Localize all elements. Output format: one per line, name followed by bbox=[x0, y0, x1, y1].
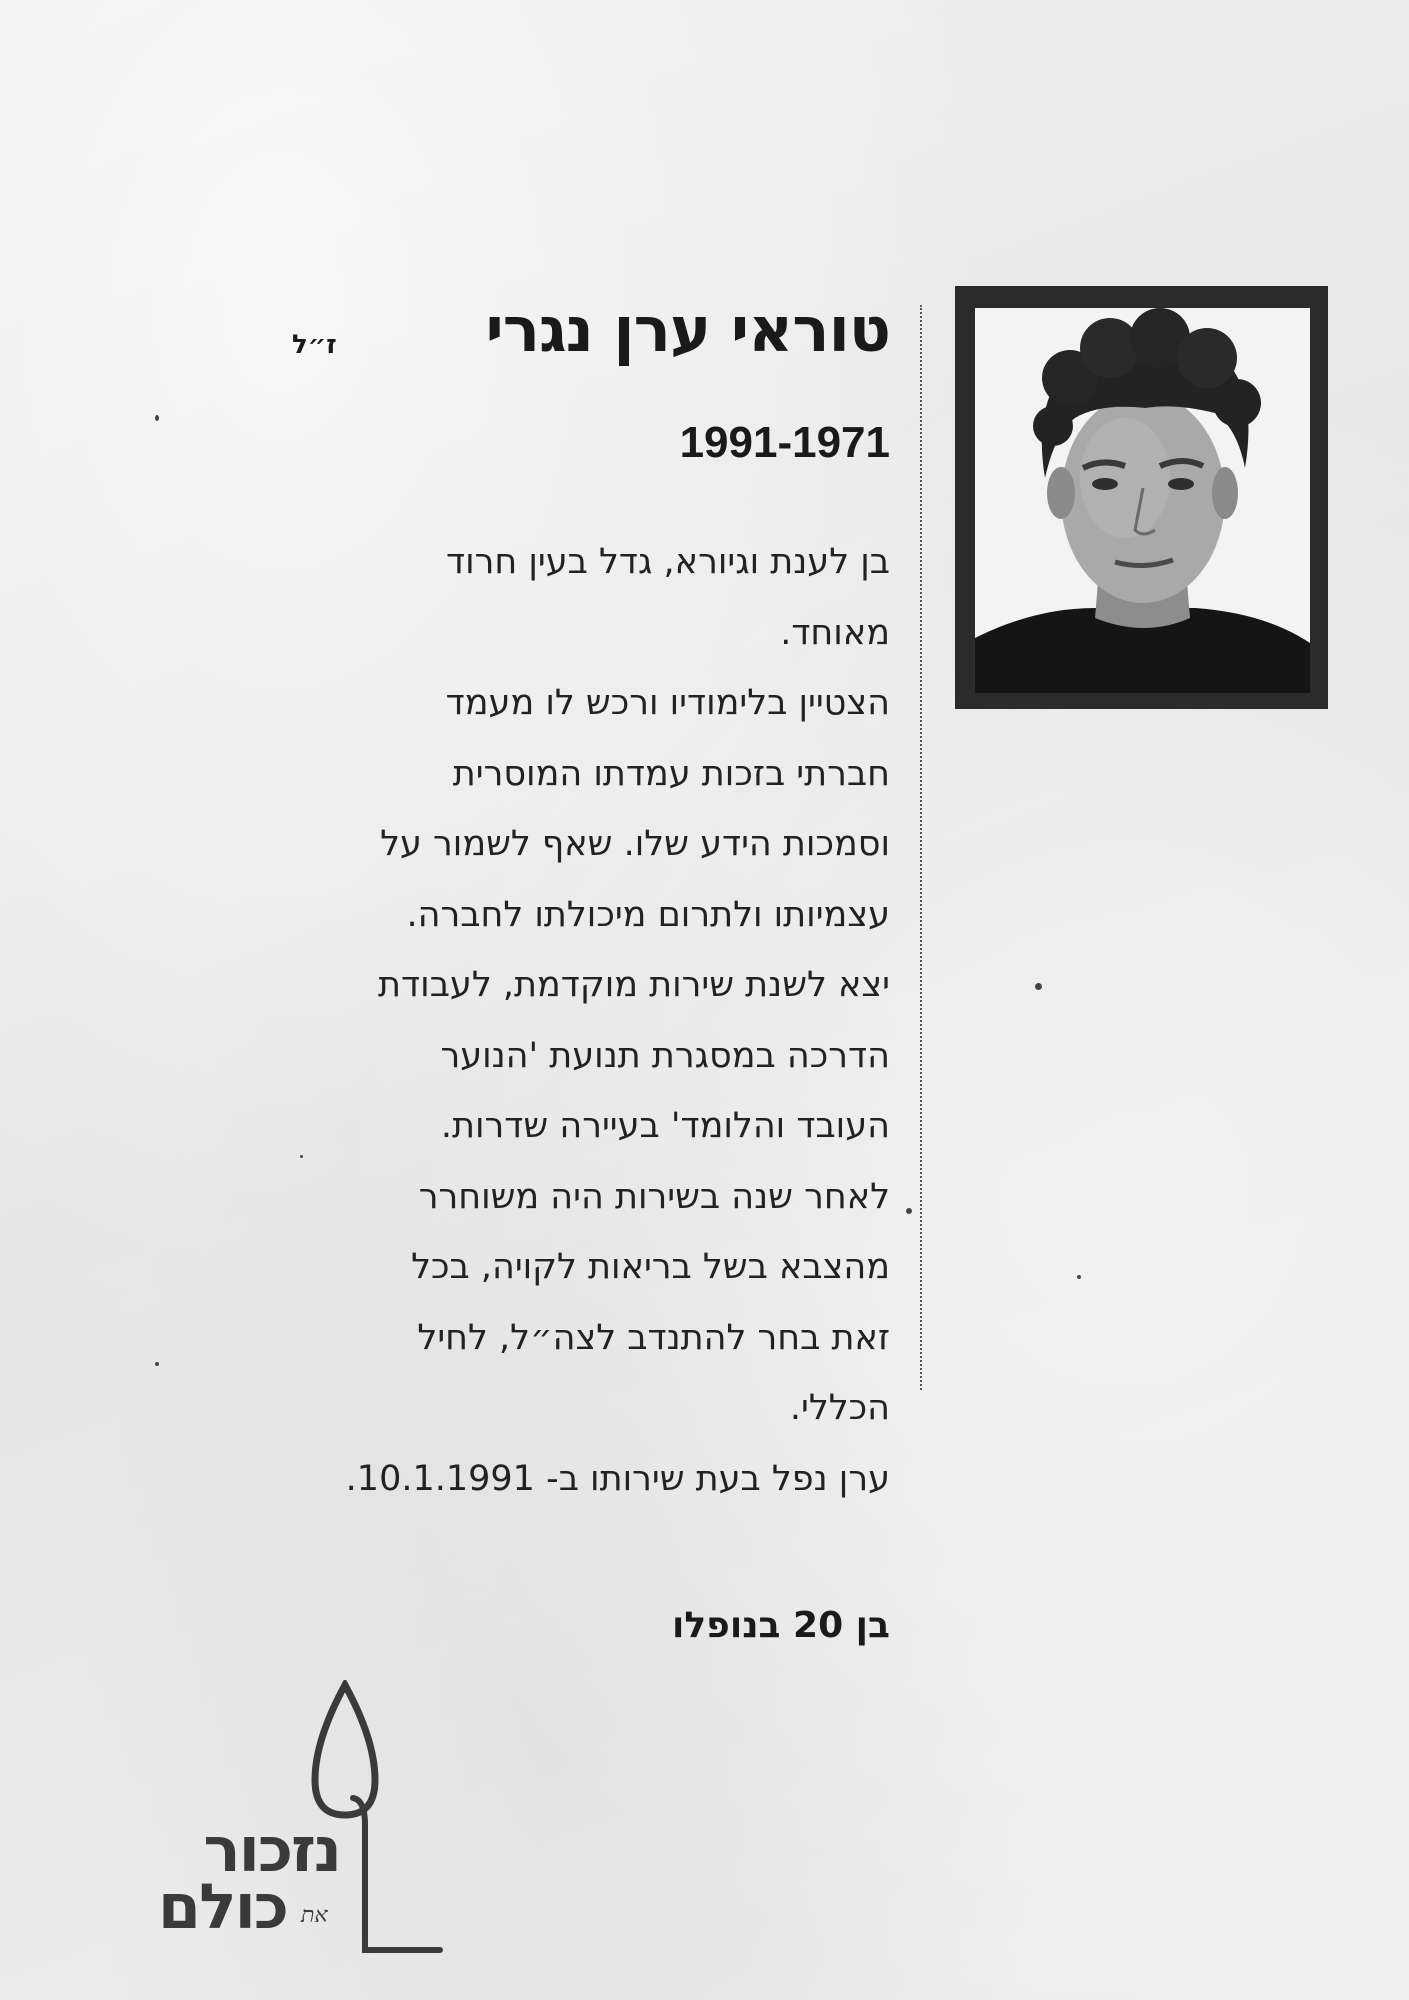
honorific: ז״ל bbox=[292, 330, 337, 360]
portrait-frame bbox=[955, 286, 1328, 709]
bio-line: הכללי. bbox=[789, 1388, 890, 1428]
bio-line: העובד והלומד' בעיירה שדרות. bbox=[440, 1106, 890, 1146]
life-years: 1991-1971 bbox=[679, 418, 890, 467]
bio-line: וסמכות הידע שלו. שאף לשמור על bbox=[380, 824, 890, 864]
dotted-divider bbox=[920, 305, 922, 1390]
bio-line: הצטיין בלימודיו ורכש לו מעמד bbox=[445, 683, 890, 723]
portrait-illustration bbox=[975, 308, 1310, 693]
bio-line: בן לענת וגיורא, גדל בעין חרוד bbox=[445, 542, 890, 582]
bio-line: מאוחד. bbox=[780, 612, 890, 653]
age-at-death: בן 20 בנופלו bbox=[672, 1605, 890, 1646]
bio-line: מהצבא בשל בריאות לקויה, בכל bbox=[411, 1247, 890, 1287]
paper-speck bbox=[1035, 983, 1042, 990]
bio-line: זאת בחר להתנדב לצה״ל, לחיל bbox=[417, 1317, 890, 1358]
logo-word-kulam: כולם bbox=[157, 1870, 287, 1943]
bio-line: ערן נפל בעת שירותו ב- 10.1.1991. bbox=[345, 1458, 890, 1499]
paper-speck bbox=[155, 1362, 159, 1366]
bio-line: יצא לשנת שירות מוקדמת, לעבודת bbox=[378, 965, 890, 1005]
soldier-name: טוראי ערן נגרי bbox=[485, 293, 890, 366]
bio-line: לאחר שנה בשירות היה משוחרר bbox=[418, 1176, 890, 1217]
name-row bbox=[290, 290, 890, 380]
bio-line: עצמיותו ולתרום מיכולתו לחברה. bbox=[406, 894, 890, 935]
logo-word-nizkor: נזכור bbox=[203, 1813, 340, 1886]
paper-speck bbox=[906, 1208, 912, 1214]
paper-speck bbox=[1077, 1275, 1081, 1279]
logo-word-et: את bbox=[301, 1903, 328, 1928]
paper-speck bbox=[155, 415, 159, 421]
biography bbox=[290, 527, 890, 1514]
bio-line: חברתי בזכות עמדתו המוסרית bbox=[452, 753, 890, 794]
bio-line: הדרכה במסגרת תנועת 'הנוער bbox=[440, 1035, 890, 1076]
nizkor-otam-kulam-logo bbox=[115, 1680, 455, 1960]
memorial-text bbox=[290, 290, 890, 1646]
portrait-photo bbox=[975, 308, 1310, 693]
